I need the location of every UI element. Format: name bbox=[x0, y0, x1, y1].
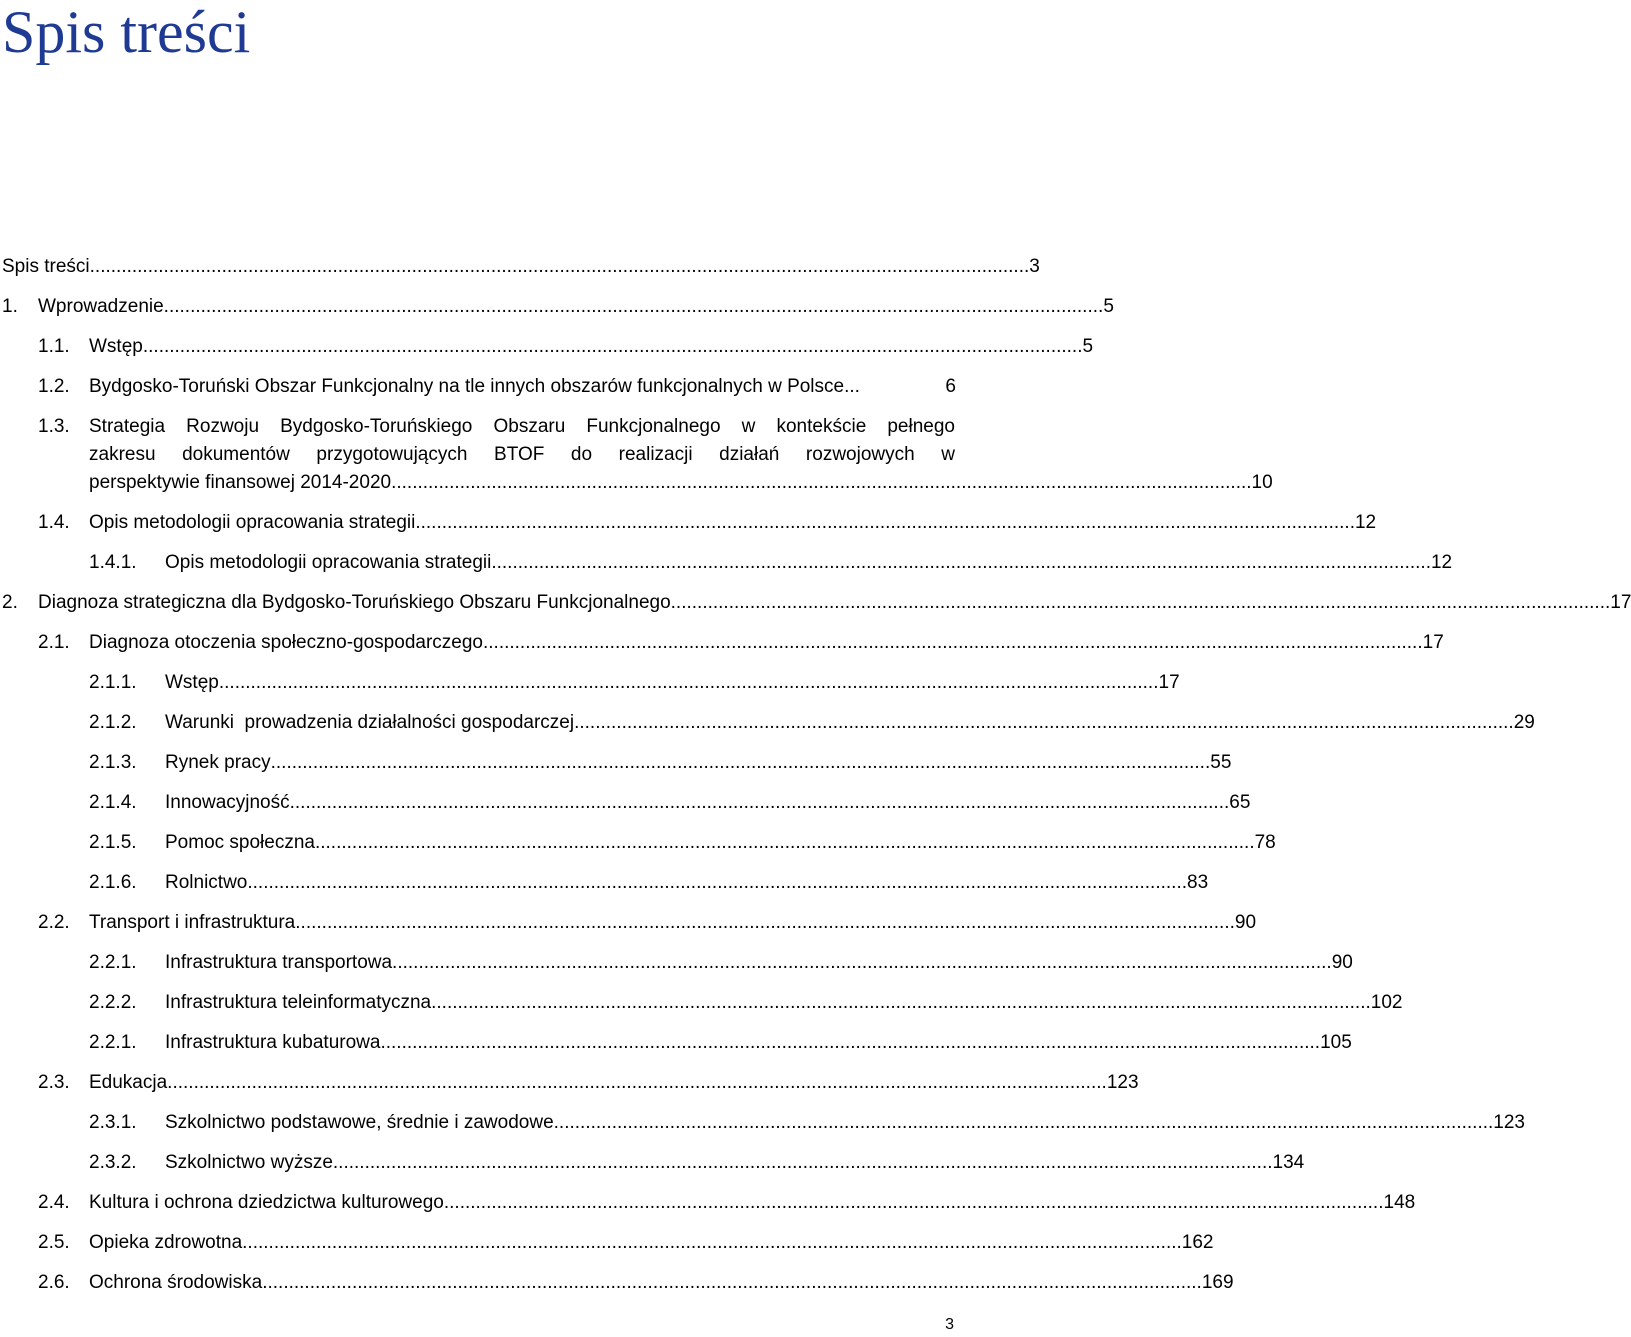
toc-entry-number: 1.3. bbox=[38, 416, 70, 437]
toc-entry-2-1-2[interactable] bbox=[89, 709, 1535, 737]
toc-entry-number: 2.1.5. bbox=[89, 832, 137, 853]
toc-entry-title: Szkolnictwo podstawowe, średnie i zawodowe bbox=[165, 1112, 554, 1133]
toc-entry-title: Infrastruktura kubaturowa bbox=[165, 1032, 381, 1053]
toc-entry-title: Infrastruktura transportowa bbox=[165, 952, 393, 973]
toc-entry-2-4[interactable] bbox=[38, 1189, 1416, 1217]
toc-entry-2-2-1-kubaturowa[interactable] bbox=[89, 1029, 1352, 1057]
toc-entry-number: 2.3.1. bbox=[89, 1112, 137, 1133]
toc-entry-title-line: zakresu dokumentów przygotowujących BTOF do realizacji działań rozwojowych w bbox=[89, 444, 955, 465]
dot-leader: .................................................................................................................................................................................. bbox=[553, 1112, 1494, 1133]
toc-entry-number: 2.1.4. bbox=[89, 792, 137, 813]
toc-entry-2-3-1[interactable] bbox=[89, 1109, 1525, 1137]
toc-entry-1-4-1[interactable] bbox=[89, 549, 1453, 577]
toc-entry-number: 1.1. bbox=[38, 336, 70, 357]
dot-leader: .................................................................................................................................................................................. bbox=[380, 1032, 1321, 1053]
toc-entry-number: 2.1. bbox=[38, 632, 70, 653]
dot-leader: .................................................................................................................................................................................. bbox=[443, 1192, 1384, 1213]
dot-leader: .................................................................................................................................................................................. bbox=[574, 712, 1514, 733]
toc-entry-page: 5 bbox=[1082, 336, 1094, 357]
page-number: 3 bbox=[945, 1316, 954, 1333]
toc-entry-number: 2.2.2. bbox=[89, 992, 137, 1013]
toc-entry-title: Opieka zdrowotna bbox=[89, 1232, 243, 1253]
toc-entry-title: Warunki prowadzenia działalności gospodarczej bbox=[165, 712, 575, 733]
toc-entry-title: Innowacyjność bbox=[165, 792, 290, 813]
dot-leader: .................................................................................................................................................................................. bbox=[262, 1272, 1202, 1293]
toc-entry-page: 102 bbox=[1370, 992, 1403, 1013]
toc-entry-page: 123 bbox=[1493, 1112, 1525, 1133]
toc-entry-title: Diagnoza otoczenia społeczno-gospodarczego bbox=[89, 632, 483, 653]
toc-entry-title: Opis metodologii opracowania strategii bbox=[165, 552, 492, 573]
page-heading: Spis treści bbox=[2, 0, 251, 65]
toc-entry-page: 162 bbox=[1181, 1232, 1214, 1253]
toc-entry-title: Wstęp bbox=[165, 672, 219, 693]
toc-entry-2-1-1[interactable] bbox=[89, 669, 1180, 697]
toc-entry-number: 2.4. bbox=[38, 1192, 70, 1213]
toc-entry-page: 134 bbox=[1272, 1152, 1305, 1173]
dot-leader: .................................................................................................................................................................................. bbox=[247, 872, 1188, 893]
toc-entry-2-1[interactable] bbox=[38, 629, 1444, 657]
toc-entry-page: 5 bbox=[1103, 296, 1114, 317]
toc-entry-number: 2.3. bbox=[38, 1072, 70, 1093]
toc-entry-spis-tresci[interactable] bbox=[2, 253, 1040, 281]
dot-leader: .................................................................................................................................................................................. bbox=[167, 1072, 1107, 1093]
toc-entry-2-3[interactable] bbox=[38, 1069, 1139, 1097]
dot-leader: .................................................................................................................................................................................. bbox=[670, 592, 1611, 613]
toc-entry-number: 2.2. bbox=[38, 912, 70, 933]
toc-entry-page: 105 bbox=[1320, 1032, 1352, 1053]
toc-entry-page: 12 bbox=[1354, 512, 1377, 533]
dot-leader: .................................................................................................................................................................................. bbox=[482, 632, 1423, 653]
toc-entry-title: Bydgosko-Toruński Obszar Funkcjonalny na tle innych obszarów funkcjonalnych w Polsce. bbox=[89, 376, 850, 397]
dot-leader: .................................................................................................................................................................................. bbox=[142, 336, 1083, 357]
dot-leader: .................................................................................................................................................................................. bbox=[270, 752, 1211, 773]
toc-entry-page: 6 bbox=[945, 376, 956, 397]
toc-entry-number: 2.6. bbox=[38, 1272, 70, 1293]
toc-entry-2[interactable] bbox=[2, 589, 1631, 617]
toc-entry-title: Transport i infrastruktura bbox=[89, 912, 296, 933]
toc-entry-number: 1.4.1. bbox=[89, 552, 137, 573]
toc-entry-2-1-6[interactable] bbox=[89, 869, 1209, 897]
toc-entry-2-5[interactable] bbox=[38, 1229, 1214, 1257]
dot-leader: .................................................................................................................................................................................. bbox=[218, 672, 1159, 693]
dot-leader: .................................................................................................................................................................................. bbox=[431, 992, 1371, 1013]
toc-entry-number: 1.2. bbox=[38, 376, 70, 397]
dot-leader: .................................................................................................................................................................................. bbox=[242, 1232, 1182, 1253]
dot-leader: .................................................................................................................................................................. bbox=[396, 472, 1252, 493]
toc-entry-number: 2.3.2. bbox=[89, 1152, 137, 1173]
toc-entry-number: 2.2.1. bbox=[89, 1032, 137, 1053]
toc-entry-1-1[interactable] bbox=[38, 333, 1094, 361]
dot-leader: .. bbox=[849, 376, 860, 397]
dot-leader: .................................................................................................................................................................................. bbox=[491, 552, 1431, 573]
toc-entry-title-line: perspektywie finansowej 2014-2020. bbox=[89, 472, 397, 493]
toc-entry-title: Wstęp bbox=[89, 336, 143, 357]
dot-leader: .................................................................................................................................................................................. bbox=[415, 512, 1355, 533]
toc-entry-2-6[interactable] bbox=[38, 1269, 1234, 1297]
toc-entry-title-line: Strategia Rozwoju Bydgosko-Toruńskiego Obszaru Funkcjonalnego w kontekście pełnego bbox=[89, 416, 955, 437]
toc-entry-2-2-1[interactable] bbox=[89, 949, 1353, 977]
toc-entry-title: Rolnictwo bbox=[165, 872, 248, 893]
toc-entry-1-3[interactable] bbox=[38, 413, 1273, 497]
toc-entry-title: Kultura i ochrona dziedzictwa kulturowego bbox=[89, 1192, 444, 1213]
dot-leader: .................................................................................................................................................................................. bbox=[332, 1152, 1273, 1173]
toc-entry-number: 2.1.2. bbox=[89, 712, 137, 733]
toc-entry-page: 17 bbox=[1610, 592, 1631, 613]
toc-entry-2-2[interactable] bbox=[38, 909, 1257, 937]
dot-leader: .................................................................................................................................................................................. bbox=[89, 256, 1030, 277]
toc-entry-2-2-2[interactable] bbox=[89, 989, 1403, 1017]
toc-entry-number: 2.5. bbox=[38, 1232, 70, 1253]
toc-entry-page: 3 bbox=[1029, 256, 1040, 277]
toc-entry-page: 90 bbox=[1234, 912, 1257, 933]
toc-entry-2-1-3[interactable] bbox=[89, 749, 1232, 777]
toc-entry-title: Spis treści bbox=[2, 256, 90, 277]
toc-entry-page: 123 bbox=[1106, 1072, 1139, 1093]
toc-entry-number: 2. bbox=[2, 592, 18, 613]
dot-leader: .................................................................................................................................................................................. bbox=[289, 792, 1230, 813]
dot-leader: .................................................................................................................................................................................. bbox=[163, 296, 1104, 317]
toc-entry-page: 10 bbox=[1251, 472, 1273, 493]
toc-entry-title: Ochrona środowiska bbox=[89, 1272, 263, 1293]
toc-entry-page: 12 bbox=[1430, 552, 1453, 573]
toc-entry-page: 29 bbox=[1513, 712, 1535, 733]
dot-leader: .................................................................................................................................................................................. bbox=[392, 952, 1332, 973]
toc-entry-page: 83 bbox=[1187, 872, 1209, 893]
toc-entry-1[interactable] bbox=[2, 293, 1114, 321]
toc-entry-1-2[interactable] bbox=[38, 373, 956, 401]
toc-entry-title: Pomoc społeczna bbox=[165, 832, 315, 853]
toc-entry-title: Wprowadzenie bbox=[38, 296, 164, 317]
toc-entry-number: 2.1.1. bbox=[89, 672, 137, 693]
toc-entry-page: 65 bbox=[1229, 792, 1251, 813]
toc-entry-2-1-5[interactable] bbox=[89, 829, 1276, 857]
toc-entry-page: 17 bbox=[1158, 672, 1180, 693]
toc-entry-page: 55 bbox=[1210, 752, 1232, 773]
toc-entry-page: 90 bbox=[1331, 952, 1353, 973]
dot-leader: .................................................................................................................................................................................. bbox=[314, 832, 1255, 853]
toc-entry-page: 148 bbox=[1383, 1192, 1416, 1213]
toc-entry-page: 17 bbox=[1422, 632, 1444, 653]
toc-entry-number: 2.1.3. bbox=[89, 752, 137, 773]
toc-entry-page: 78 bbox=[1254, 832, 1276, 853]
toc-entry-2-1-4[interactable] bbox=[89, 789, 1251, 817]
toc-entry-title: Szkolnictwo wyższe bbox=[165, 1152, 333, 1173]
toc-entry-1-4[interactable] bbox=[38, 509, 1377, 537]
toc-entry-number: 2.2.1. bbox=[89, 952, 137, 973]
toc-entry-number: 1.4. bbox=[38, 512, 70, 533]
toc-entry-title: Edukacja bbox=[89, 1072, 168, 1093]
toc-entry-number: 2.1.6. bbox=[89, 872, 137, 893]
toc-entry-page: 169 bbox=[1201, 1272, 1234, 1293]
toc-entry-number: 1. bbox=[2, 296, 18, 317]
toc-entry-title: Infrastruktura teleinformatyczna bbox=[165, 992, 432, 1013]
toc-entry-title: Diagnoza strategiczna dla Bydgosko-Toruńskiego Obszaru Funkcjonalnego bbox=[38, 592, 671, 613]
toc-entry-title: Rynek pracy bbox=[165, 752, 271, 773]
dot-leader: .................................................................................................................................................................................. bbox=[295, 912, 1235, 933]
toc-entry-2-3-2[interactable] bbox=[89, 1149, 1305, 1177]
toc-entry-title: Opis metodologii opracowania strategii bbox=[89, 512, 416, 533]
